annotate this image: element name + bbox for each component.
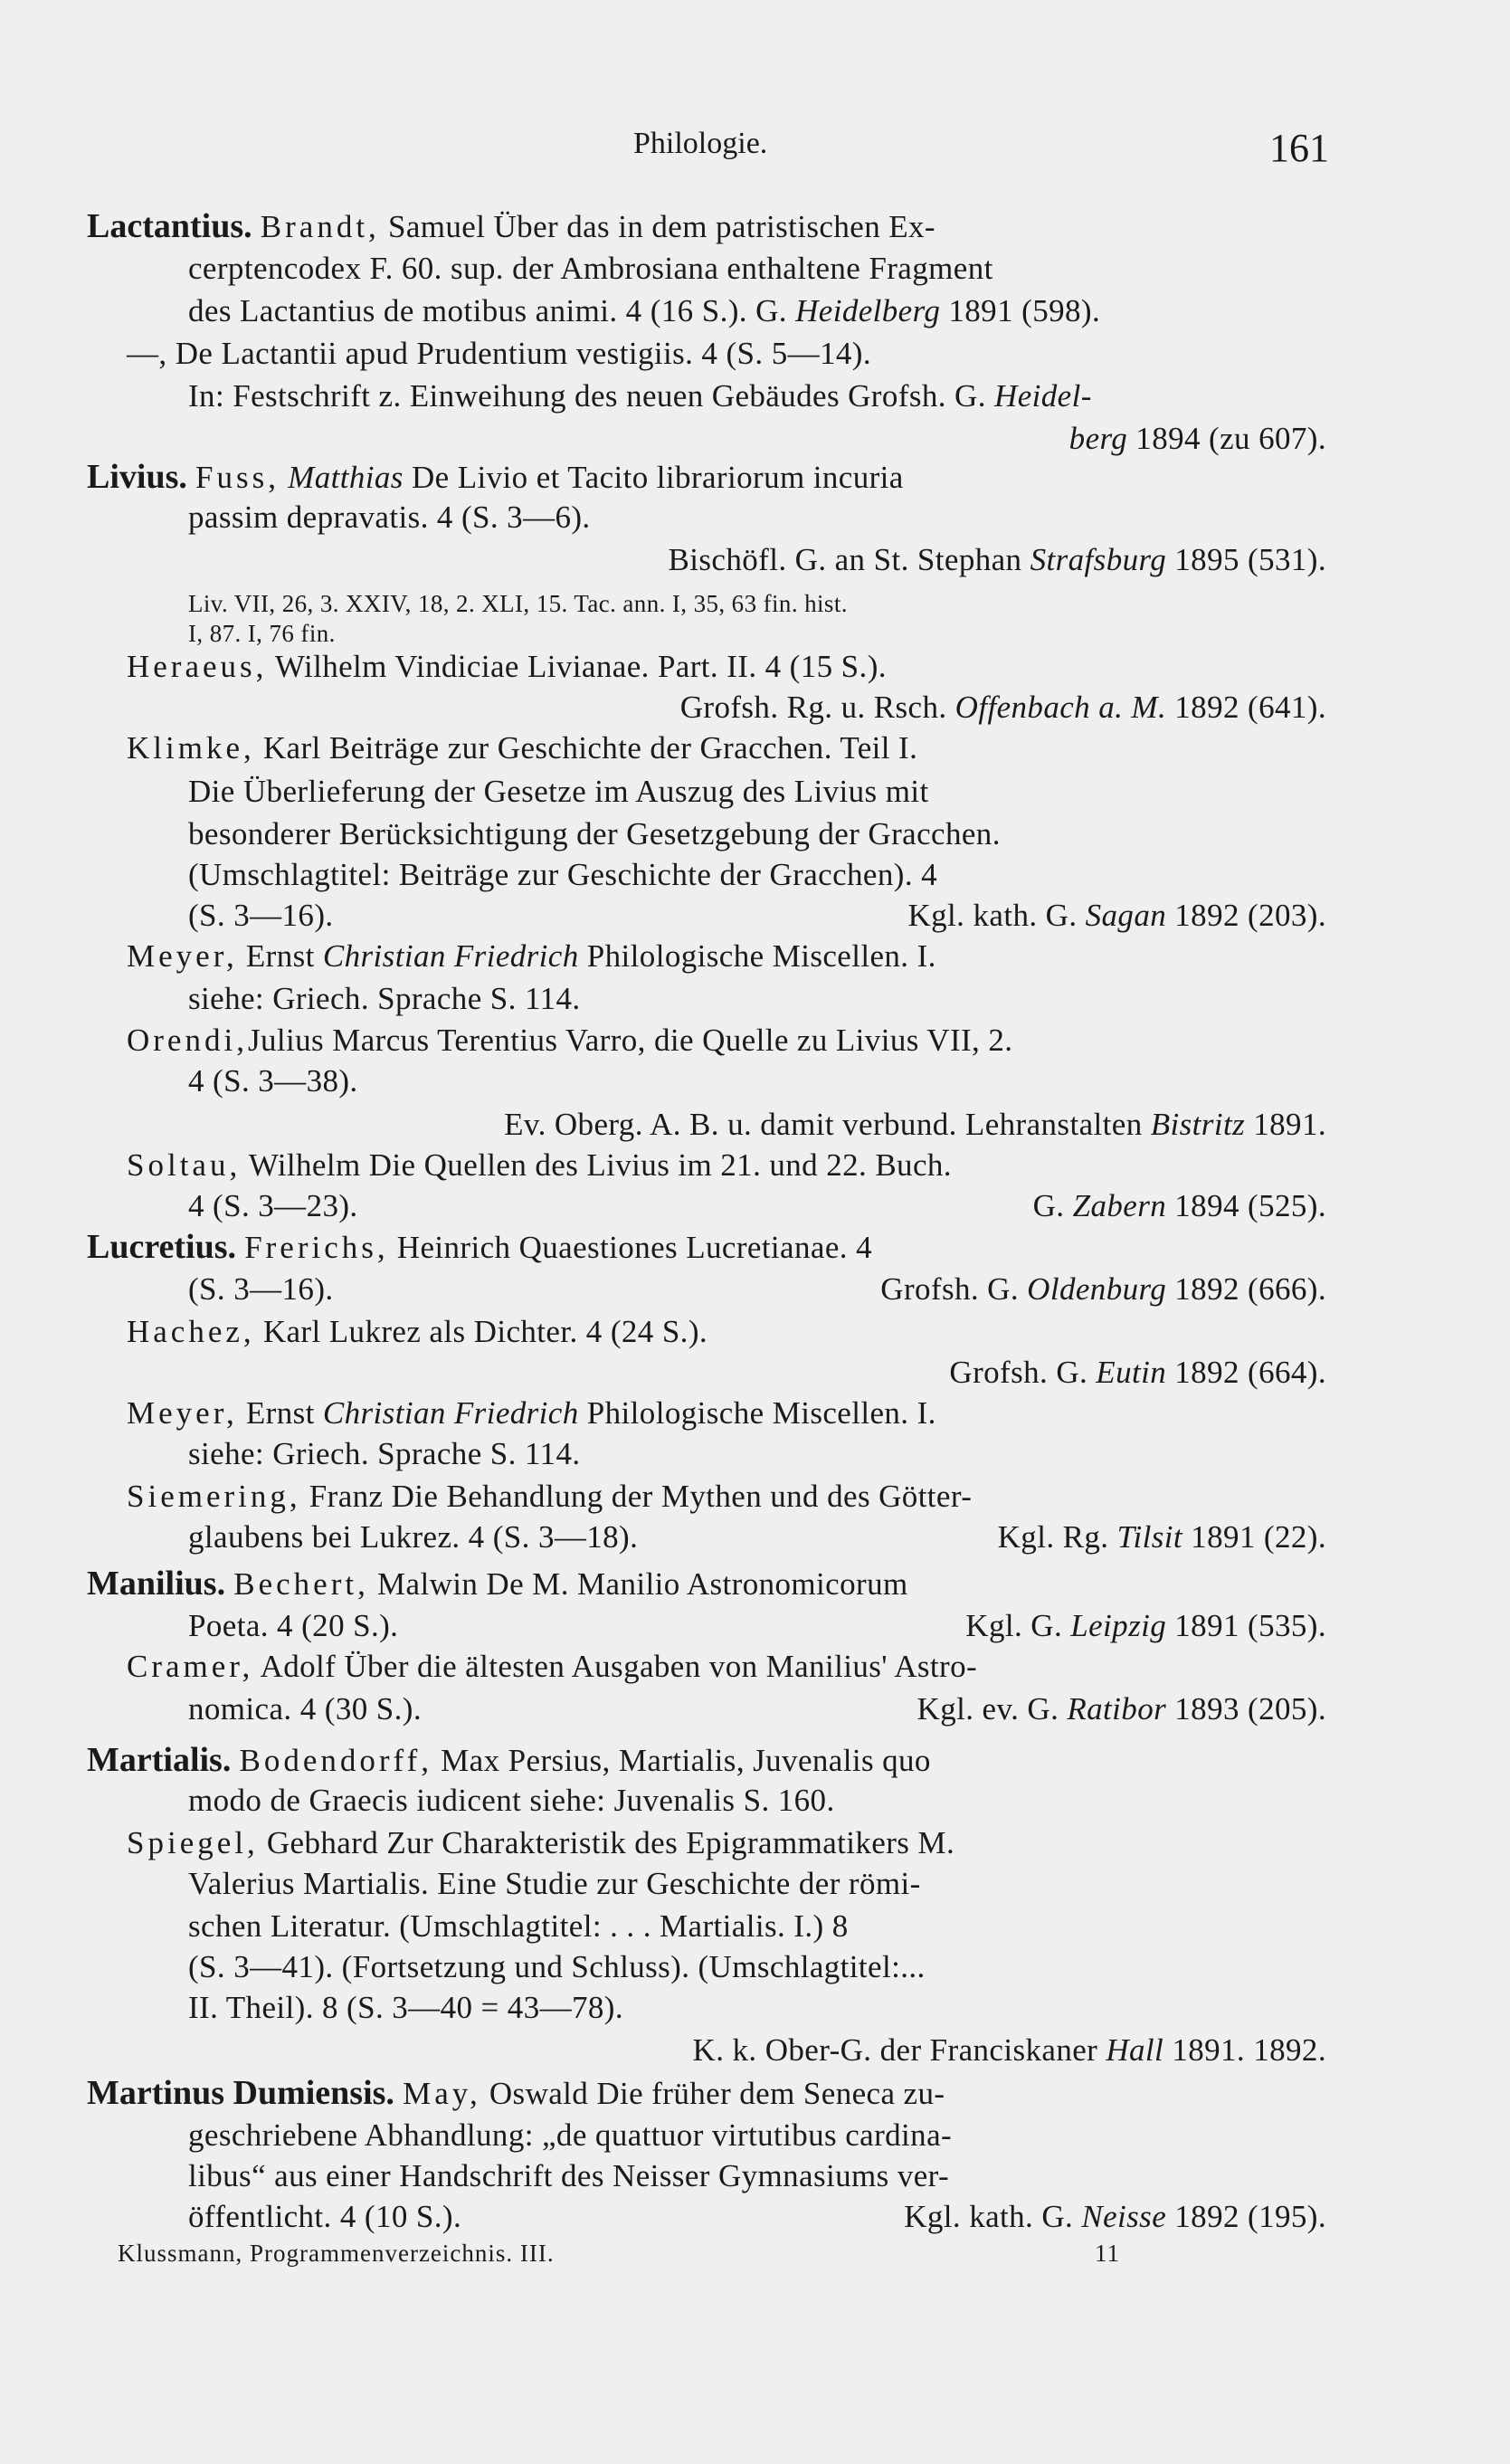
footer-sheet-number: 11 [1095, 2240, 1120, 2267]
entry-text: passim depravatis. 4 (S. 3—6). [188, 499, 591, 535]
entry-text: siehe: Griech. Sprache S. 114. [188, 1436, 581, 1471]
entry-text: Die Überlieferung der Gesetze im Auszug des Livius mit [188, 774, 929, 809]
entry-line [127, 728, 917, 768]
entry-line [188, 1061, 358, 1101]
author-surname: Heraeus, [127, 649, 268, 684]
entry-text: Karl Beiträge zur Geschichte der Gracchen. Teil I. [254, 730, 918, 766]
entry-text: Kgl. kath. G. [907, 898, 1086, 933]
entry-text: Valerius Martialis. Eine Studie zur Geschichte der römi- [188, 1866, 921, 1901]
given-name: Matthias [280, 460, 404, 495]
entry-text: geschriebene Abhandlung: „de quattuor virtutibus cardina- [188, 2117, 953, 2153]
place-name: Bistritz [1150, 1107, 1246, 1142]
entry-line [188, 291, 1100, 331]
entry-line [188, 1781, 835, 1821]
entry-text: Kgl. kath. G. [904, 2199, 1082, 2234]
author-heading: Livius. [87, 458, 187, 496]
entry-line [188, 1988, 623, 2028]
author-surname: Frerichs, [244, 1230, 389, 1265]
entry-text: Kgl. G. [965, 1608, 1071, 1643]
entry-text: Poeta. 4 (20 S.). [188, 1608, 399, 1643]
note-text: Liv. VII, 26, 3. XXIV, 18, 2. XLI, 15. Tac. ann. I, 35, 63 fin. hist. [188, 590, 848, 617]
entry-text: modo de Graecis iudicent siehe: Juvenalis S. 160. [188, 1783, 835, 1818]
entry-text: 1894 (525). [1166, 1188, 1326, 1223]
entry-text: Philologische Miscellen. I. [578, 1395, 936, 1431]
entry-text: Grofsh. G. [949, 1355, 1097, 1390]
entry-line [87, 2073, 945, 2114]
entry-text: schen Literatur. (Umschlagtitel: . . . Martialis. I.) 8 [188, 1908, 849, 1944]
entry-text: 1891. 1892. [1163, 2032, 1326, 2068]
entry-text: —, De Lactantii apud Prudentium vestigiis. 4 (S. 5—14). [127, 336, 872, 371]
entry-text: Ernst [237, 1395, 323, 1431]
given-name: Christian Friedrich [322, 938, 579, 974]
entry-text: G. [1032, 1188, 1073, 1223]
author-surname: Siemering, [127, 1479, 301, 1514]
entry-text: Max Persius, Martialis, Juvenalis quo [432, 1743, 931, 1778]
entry-text: 1895 (531). [1166, 542, 1326, 577]
entry-text: (Umschlagtitel: Beiträge zur Geschichte der Gracchen). 4 [188, 857, 938, 892]
entry-line [1033, 1186, 1326, 1226]
author-surname: Cramer, [127, 1649, 254, 1684]
entry-line [188, 855, 937, 895]
entry-line [917, 1689, 1326, 1729]
given-name: Christian Friedrich [322, 1395, 579, 1431]
entry-text: In: Festschrift z. Einweihung des neuen Gebäudes Grofsh. G. [188, 378, 995, 414]
entry-text: 1892 (203). [1166, 898, 1326, 933]
place-name: Leipzig [1070, 1608, 1167, 1643]
entry-line [904, 2197, 1326, 2237]
entry-line [127, 937, 936, 976]
entry-line [693, 2031, 1326, 2070]
entry-text: Wilhelm Die Quellen des Livius im 21. und 22. Buch. [241, 1147, 952, 1183]
entry-line [188, 896, 334, 936]
author-surname: Bodendorff, [239, 1743, 432, 1778]
entry-line [949, 1353, 1326, 1393]
entry-line [680, 688, 1326, 728]
author-surname: May, [403, 2076, 481, 2111]
author-surname: Soltau, [127, 1147, 242, 1183]
author-surname: Meyer, [127, 1395, 238, 1431]
entry-text: Julius Marcus Terentius Varro, die Quelle zu Livius VII, 2. [247, 1023, 1013, 1058]
author-heading: Lucretius. [87, 1228, 237, 1266]
entry-text: Kgl. Rg. [997, 1519, 1117, 1555]
author-surname: Meyer, [127, 938, 238, 974]
entry-text: 1891. [1245, 1107, 1326, 1142]
entry-line [188, 249, 993, 289]
entry-line [188, 1434, 581, 1474]
entry-text: Heinrich Quaestiones Lucretianae. 4 [388, 1230, 872, 1265]
entry-text: Gebhard Zur Charakteristik des Epigrammatikers M. [258, 1825, 955, 1860]
entry-line [504, 1105, 1326, 1145]
entry-line [87, 1740, 931, 1781]
entry-text: Adolf Über die ältesten Ausgaben von Manilius' Astro- [253, 1649, 978, 1684]
entry-text: Kgl. ev. G. [916, 1691, 1068, 1727]
entry-text: Samuel Über das in dem patristischen Ex- [379, 209, 935, 244]
entry-text: Franz Die Behandlung der Mythen und des Götter- [300, 1479, 973, 1514]
entry-text: 1893 (205). [1166, 1691, 1326, 1727]
entry-line [188, 2116, 952, 2155]
entry-text: K. k. Ober-G. der Franciskaner [692, 2032, 1106, 2068]
entry-line [188, 376, 1092, 416]
page-number: 161 [1269, 126, 1329, 170]
place-name: Heidel- [994, 378, 1092, 414]
author-surname: Spiegel, [127, 1825, 259, 1860]
entry-line [1069, 419, 1326, 459]
entry-text: Grofsh. G. [880, 1271, 1028, 1307]
entry-line [188, 498, 591, 538]
entry-line [127, 1146, 952, 1185]
place-name: Neisse [1081, 2199, 1167, 2234]
entry-text: 4 (S. 3—23). [188, 1188, 358, 1223]
entry-line [127, 334, 871, 374]
entry-line [127, 1394, 936, 1433]
entry-text: glaubens bei Lukrez. 4 (S. 3—18). [188, 1519, 639, 1555]
running-header-title: Philologie. [633, 127, 768, 160]
entry-text: siehe: Griech. Sprache S. 114. [188, 981, 581, 1016]
entry-line [188, 1947, 926, 1987]
entry-text: 1892 (664). [1166, 1355, 1326, 1390]
entry-text: besonderer Berücksichtigung der Gesetzgebung der Gracchen. [188, 816, 1001, 851]
entry-line [87, 206, 935, 247]
entry-text: Karl Lukrez als Dichter. 4 (24 S.). [254, 1314, 708, 1349]
entry-line [127, 1823, 954, 1863]
entry-text: Bischöfl. G. an St. Stephan [668, 542, 1030, 577]
author-surname: Hachez, [127, 1314, 255, 1349]
entry-line [127, 1021, 1012, 1061]
place-name: Hall [1106, 2032, 1164, 2068]
entry-text: Grofsh. Rg. u. Rsch. [679, 690, 955, 725]
entry-line [87, 1564, 908, 1604]
entry-text: (S. 3—16). [188, 898, 334, 933]
entry-text: nomica. 4 (30 S.). [188, 1691, 422, 1727]
entry-text: II. Theil). 8 (S. 3—40 = 43—78). [188, 1990, 624, 2025]
entry-line [188, 2156, 949, 2196]
author-heading: Martialis. [87, 1741, 232, 1779]
place-name: Heidelberg [795, 293, 941, 328]
entry-line [87, 1227, 872, 1268]
place-name: Offenbach a. M. [954, 690, 1167, 725]
entry-line [127, 1477, 972, 1517]
entry-text: (S. 3—16). [188, 1271, 334, 1307]
entry-text: (S. 3—41). (Fortsetzung und Schluss). (Umschlagtitel:... [188, 1949, 926, 1984]
author-heading: Manilius. [87, 1565, 226, 1603]
entry-text: Wilhelm Vindiciae Livianae. Part. II. 4 (15 S.). [267, 649, 887, 684]
entry-line [669, 540, 1326, 580]
entry-line [188, 1689, 422, 1729]
entry-text: des Lactantius de motibus animi. 4 (16 S.). G. [188, 293, 796, 328]
entry-line [188, 2197, 461, 2237]
entry-line [188, 772, 929, 812]
entry-text: 1891 (22). [1182, 1519, 1326, 1555]
entry-text: 1892 (195). [1166, 2199, 1326, 2234]
entry-line [188, 1606, 398, 1646]
author-heading: Martinus Dumiensis. [87, 2074, 394, 2112]
entry-text: 1894 (zu 607). [1127, 421, 1326, 456]
author-surname: Klimke, [127, 730, 255, 766]
entry-line [907, 896, 1326, 936]
entry-line [127, 647, 887, 687]
place-name: Eutin [1096, 1355, 1167, 1390]
entry-line [127, 1312, 708, 1352]
entry-text: Malwin De M. Manilio Astronomicorum [368, 1566, 908, 1602]
place-name: Oldenburg [1027, 1271, 1167, 1307]
entry-line [188, 814, 1001, 854]
entry-text: 4 (S. 3—38). [188, 1063, 358, 1099]
entry-text: Ev. Oberg. A. B. u. damit verbund. Lehranstalten [504, 1107, 1151, 1142]
entry-line [127, 1647, 977, 1687]
entry-line [188, 1907, 849, 1946]
entry-text: De Livio et Tacito librariorum incuria [403, 460, 904, 495]
entry-line [188, 1270, 334, 1309]
author-surname: Fuss, [195, 460, 280, 495]
place-name: Zabern [1072, 1188, 1167, 1223]
entry-text: 1892 (666). [1166, 1271, 1326, 1307]
entry-line [188, 1186, 358, 1226]
author-surname: Bechert, [233, 1566, 369, 1602]
entry-line [998, 1517, 1326, 1557]
entry-line [880, 1270, 1326, 1309]
entry-text: Oswald Die früher dem Seneca zu- [480, 2076, 945, 2111]
author-surname: Brandt, [260, 209, 380, 244]
author-surname: Orendi, [127, 1023, 248, 1058]
entry-text: Philologische Miscellen. I. [578, 938, 936, 974]
entry-line [188, 1517, 638, 1557]
entry-text: öffentlicht. 4 (10 S.). [188, 2199, 462, 2234]
entry-line [188, 1864, 921, 1904]
place-name: berg [1068, 421, 1128, 456]
place-name: Ratibor [1067, 1691, 1167, 1727]
entry-text: 1891 (598). [940, 293, 1101, 328]
entry-line [188, 979, 581, 1019]
footer-signature: Klussmann, Programmenverzeichnis. III. [118, 2240, 555, 2267]
place-name: Tilsit [1116, 1519, 1183, 1555]
entry-text: libus“ aus einer Handschrift des Neisser Gymnasiums ver- [188, 2158, 950, 2193]
note-text: I, 87. I, 76 fin. [188, 620, 336, 647]
entry-text: 1892 (641). [1166, 690, 1326, 725]
entry-text: Ernst [237, 938, 323, 974]
author-heading: Lactantius. [87, 207, 252, 245]
place-name: Sagan [1085, 898, 1167, 933]
entry-line [87, 457, 904, 498]
entry-text: 1891 (535). [1166, 1608, 1326, 1643]
entry-line [965, 1606, 1326, 1646]
entry-text: cerptencodex F. 60. sup. der Ambrosiana enthaltene Fragment [188, 251, 993, 286]
place-name: Strafsburg [1030, 542, 1167, 577]
